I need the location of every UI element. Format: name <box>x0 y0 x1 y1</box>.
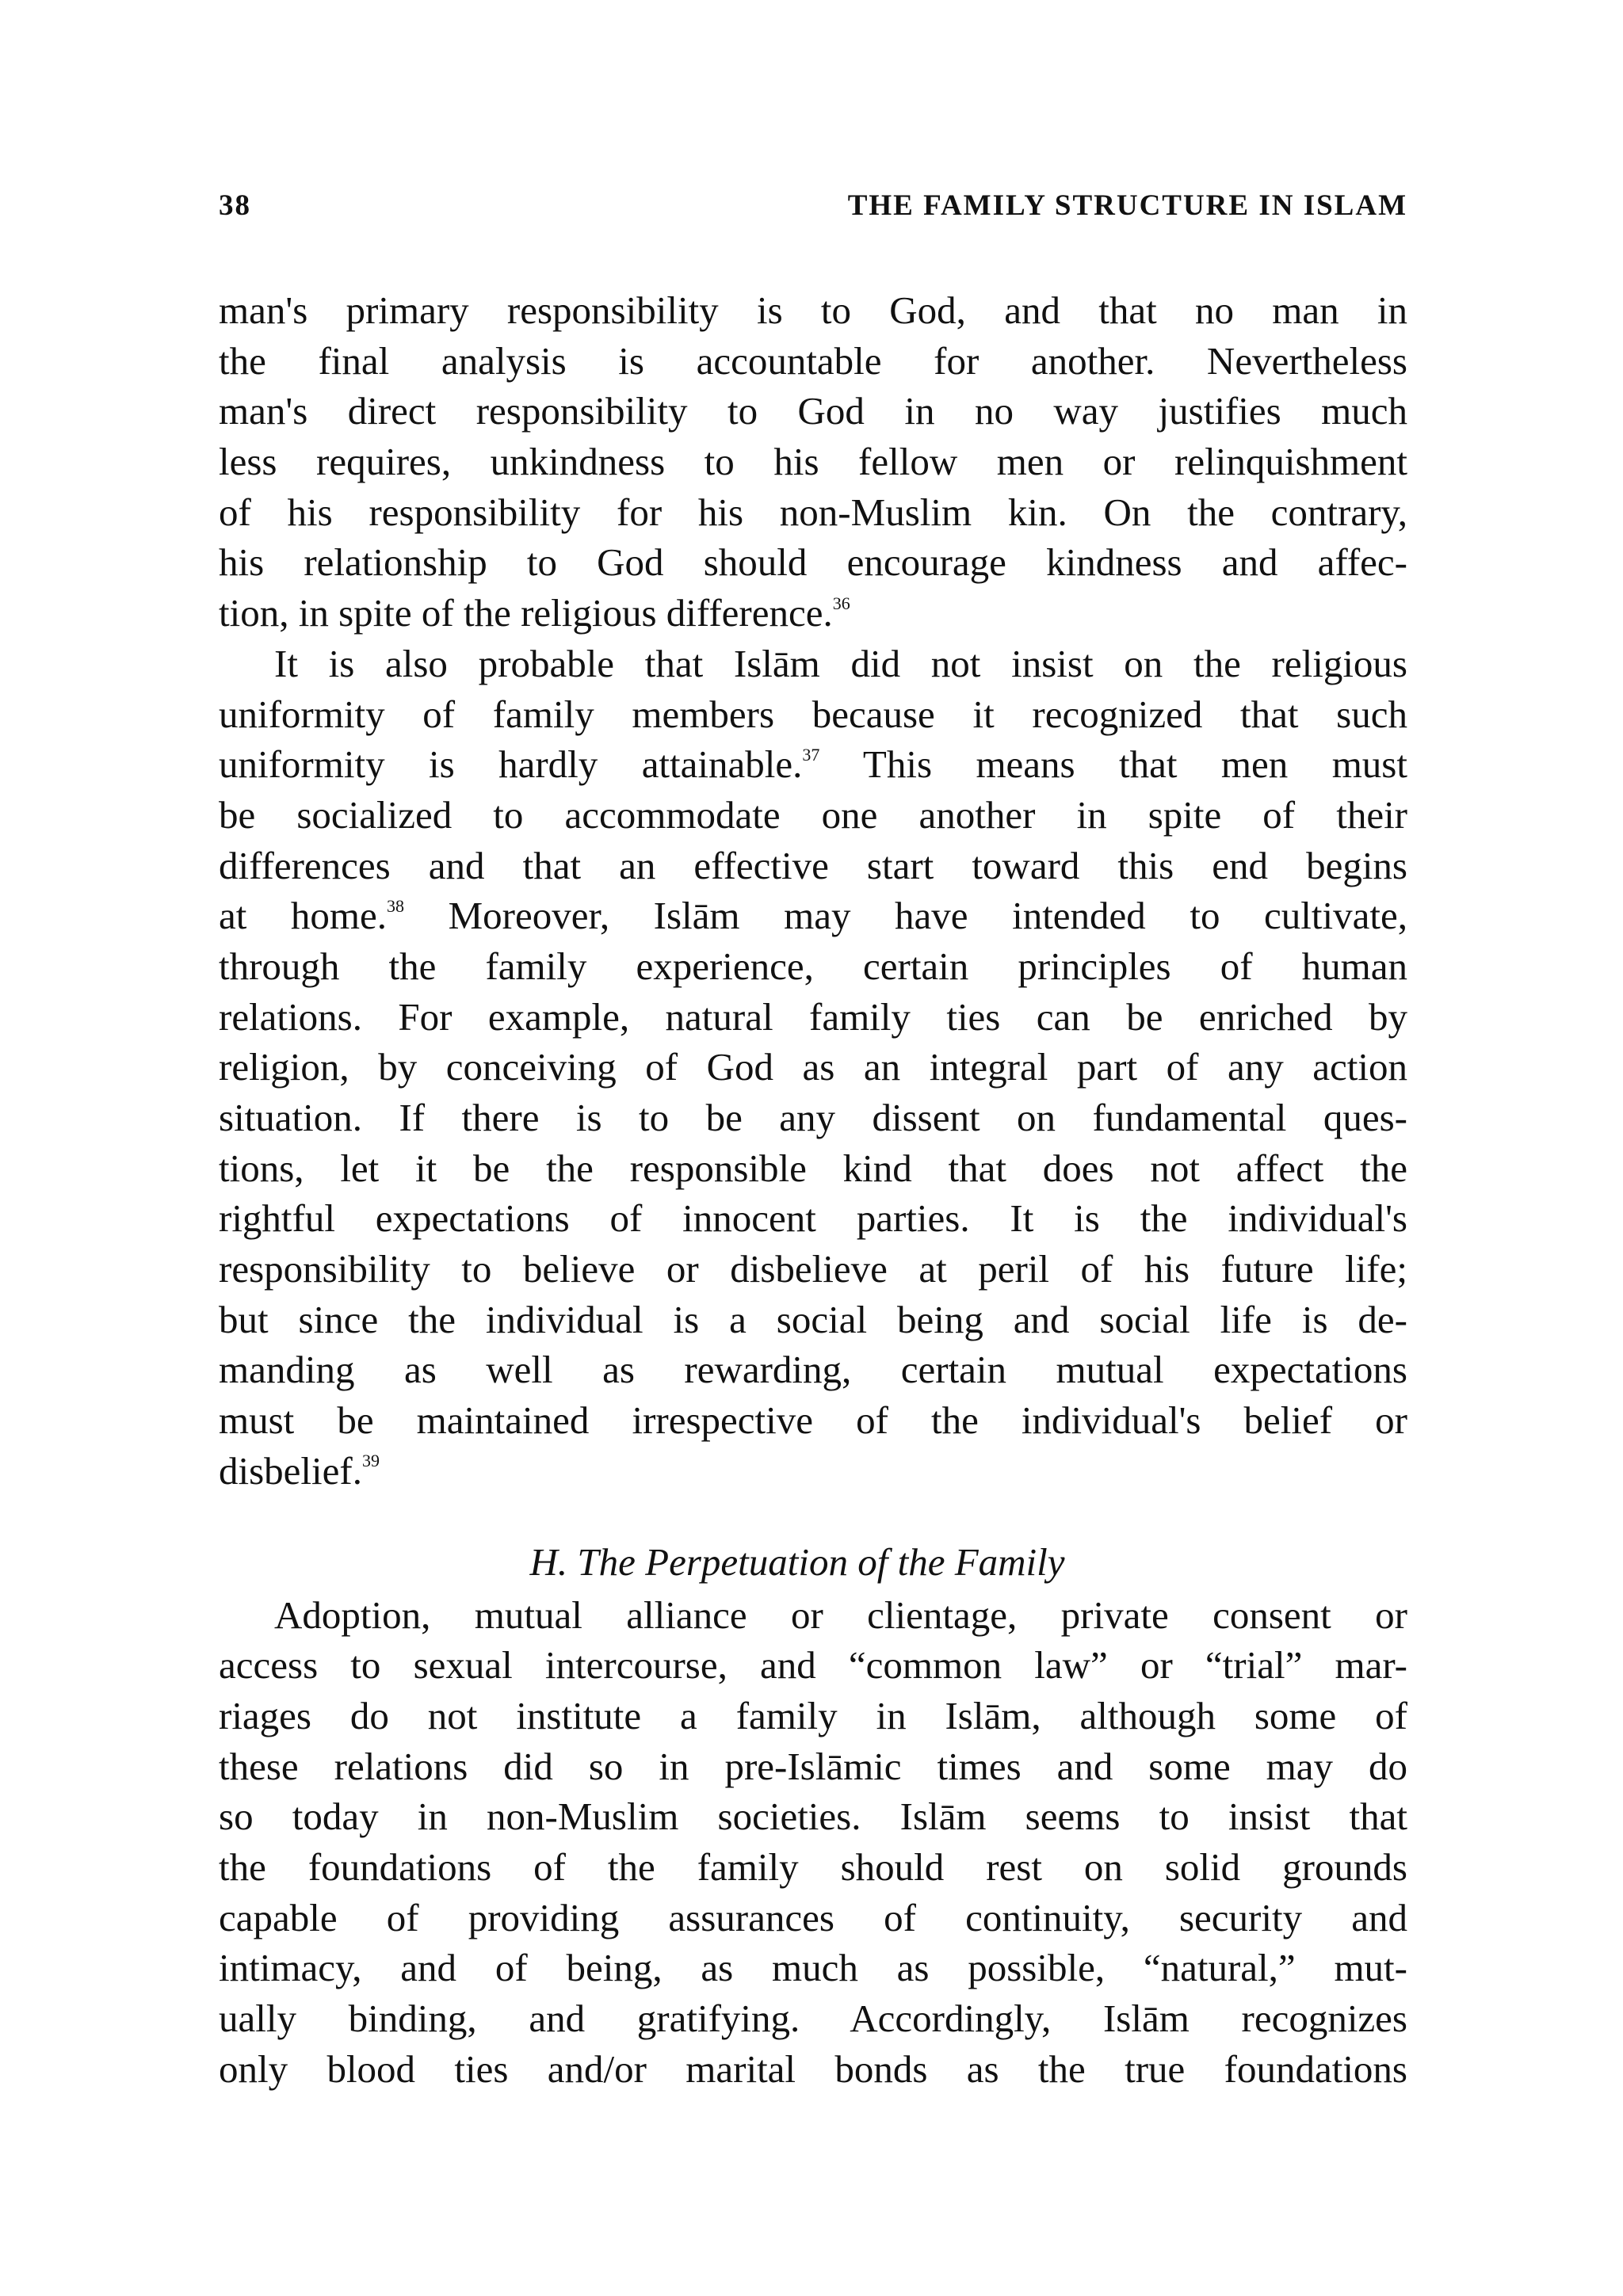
text-line: uniformity of family members because it recognized that such <box>219 692 1407 736</box>
text-fragment: tion, in spite of the religious difference. <box>219 591 833 635</box>
paragraph-continuation <box>219 285 1407 639</box>
text-line: these relations did so in pre-Islāmic times and some may do <box>219 1744 1407 1788</box>
text-fragment: This means that men must <box>819 742 1407 787</box>
text-fragment: Moreover, Islām may have intended to cultivate, <box>404 894 1407 938</box>
text-line: but since the individual is a social being and social life is de- <box>219 1297 1407 1341</box>
text-fragment: uniformity is hardly attainable. <box>219 742 803 787</box>
text-fragment: at home. <box>219 894 388 938</box>
text-line: relations. For example, natural family ties can be enriched by <box>219 994 1407 1039</box>
text-line: capable of providing assurances of continuity, security and <box>219 1895 1407 1939</box>
text-line <box>219 588 1407 639</box>
text-line: less requires, unkindness to his fellow men or relinquishment <box>219 440 1407 484</box>
text-line: differences and that an effective start toward this end begins <box>219 843 1407 887</box>
text-line: responsibility to believe or disbelieve at peril of his future life; <box>219 1247 1407 1291</box>
footnote-marker: 37 <box>802 744 820 765</box>
text-fragment: disbelief. <box>219 1448 362 1493</box>
text-line: tions, let it be the responsible kind that does not affect the <box>219 1146 1407 1190</box>
paragraph <box>219 1590 1407 2095</box>
text-line: man's primary responsibility is to God, and that no man in <box>219 288 1407 332</box>
text-line: must be maintained irrespective of the individual's belief or <box>219 1398 1407 1443</box>
text-line: manding as well as rewarding, certain mutual expectations <box>219 1348 1407 1392</box>
text-line: through the family experience, certain principles of human <box>219 944 1407 988</box>
text-line: Adoption, mutual alliance or clientage, private consent or <box>274 1592 1407 1637</box>
text-line: access to sexual intercourse, and “common law” or “trial” mar- <box>219 1643 1407 1688</box>
text-line <box>219 739 1407 790</box>
text-line: intimacy, and of being, as much as possible, “natural,” mut- <box>219 1946 1407 1990</box>
running-title: THE FAMILY STRUCTURE IN ISLAM <box>847 189 1407 222</box>
text-line: the final analysis is accountable for another. Nevertheless <box>219 338 1407 383</box>
text-line: ually binding, and gratifying. Accordingly, Islām recognizes <box>219 1997 1407 2040</box>
text-line: only blood ties and/or marital bonds as the true foundations <box>219 2046 1407 2091</box>
text-line: It is also probable that Islām did not insist on the religious <box>274 641 1407 685</box>
text-line: of his responsibility for his non-Muslim kin. On the contrary, <box>219 490 1407 534</box>
text-line: riages do not institute a family in Islām, although some of <box>219 1693 1407 1737</box>
text-line: religion, by conceiving of God as an integral part of any action <box>219 1045 1407 1089</box>
text-line <box>219 1446 1407 1497</box>
text-line: so today in non-Muslim societies. Islām seems to insist that <box>219 1794 1407 1839</box>
text-line: be socialized to accommodate one another in spite of their <box>219 792 1407 837</box>
text-line: situation. If there is to be any dissent on fundamental ques- <box>219 1096 1407 1139</box>
footnote-marker: 36 <box>832 593 850 613</box>
footnote-marker: 38 <box>387 895 405 916</box>
section-heading: H. The Perpetuation of the Family <box>529 1539 1065 1584</box>
paragraph <box>219 639 1407 1497</box>
text-line: rightful expectations of innocent parties. It is the individual's <box>219 1196 1407 1241</box>
page-body <box>219 285 1407 2094</box>
footnote-marker: 39 <box>361 1451 380 1471</box>
page-number: 38 <box>219 189 251 222</box>
text-line: his relationship to God should encourage kindness and affec- <box>219 540 1407 585</box>
text-line <box>219 891 1407 941</box>
running-header <box>219 189 1407 236</box>
text-line: man's direct responsibility to God in no way justifies much <box>219 389 1407 433</box>
text-line: the foundations of the family should rest on solid grounds <box>219 1844 1407 1889</box>
